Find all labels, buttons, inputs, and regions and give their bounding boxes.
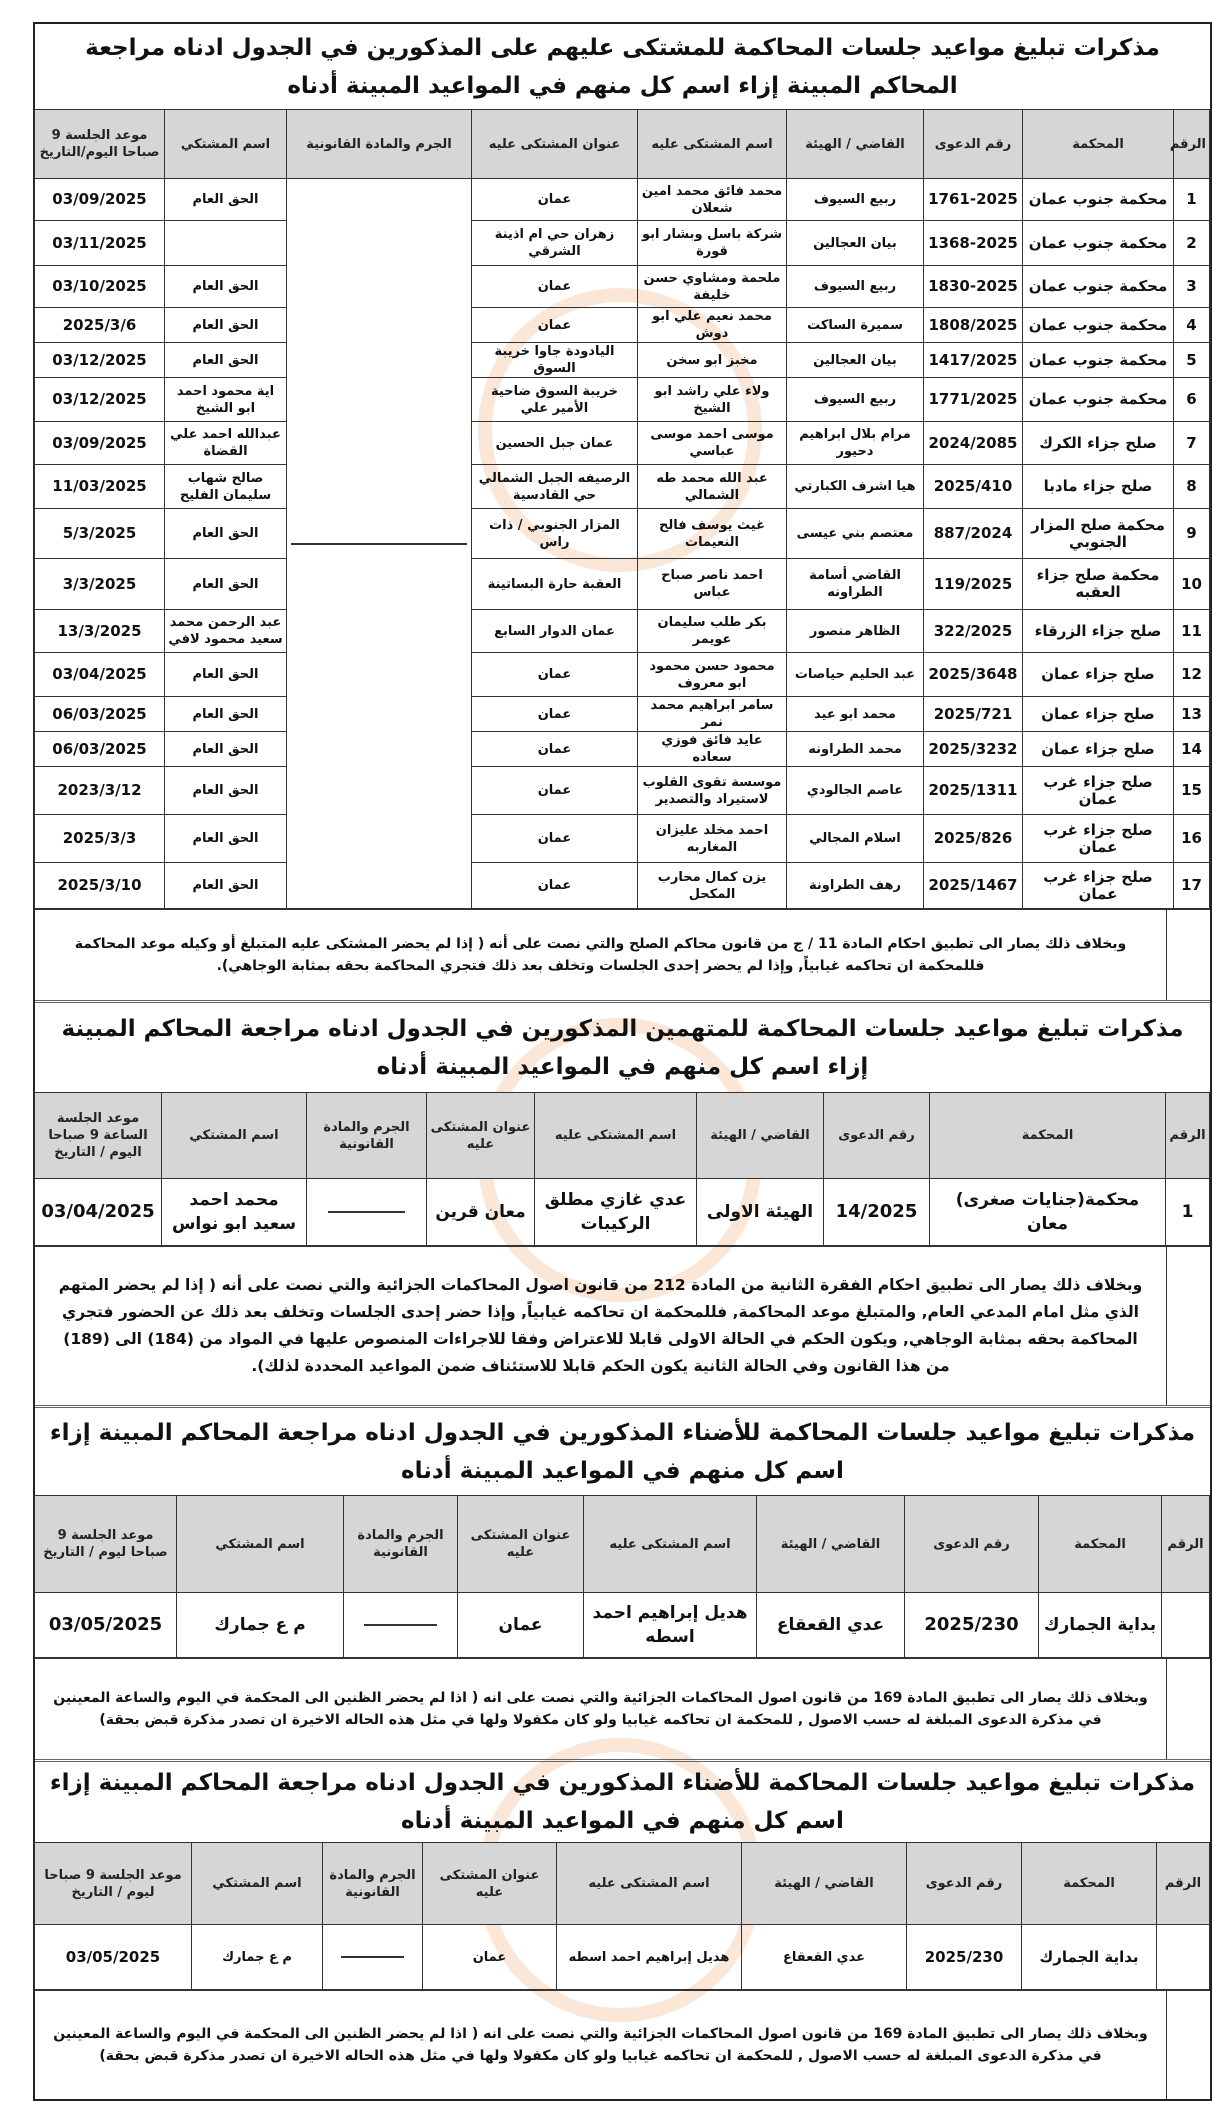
paragraph-text: وبخلاف ذلك يصار الى تطبيق المادة 169 من قانون اصول المحاكمات الجزائية والتي نصت على انه ( اذا لم يحضر الظنين الى المحكمة في اليوم والساعة المعينين في مذكرة الدعوى المبلغة له حسب الاصول , للمحكمة ان تحاكمه غيابيا ولو كان مكفولا ولها في مثل هذه الحاله الاخيرة ان تصدر مذكرة قبض بحقة) [53,2026,1148,2064]
paragraph-text: وبخلاف ذلك يصار الى تطبيق المادة 169 من قانون اصول المحاكمات الجزائية والتي نصت على انه ( اذا لم يحضر الظنين الى المحكمة في اليوم والساعة المعينين في مذكرة الدعوى المبلغة له حسب الاصول , للمحكمة ان تحاكمه غيابيا ولو كان مكفولا ولها في مثل هذه الحاله الاخيرة ان تصدر مذكرة قبض بحقة) [53,1690,1148,1728]
cell-judge: بيان العجالين [787,343,924,378]
notice-title: مذكرات تبليغ مواعيد جلسات المحاكمة للأضناء المذكورين في الجدول ادناه مراجعة المحاكم المبينة إزاء اسم كل منهم في المواعيد المبينة أدناه [35,1759,1210,1842]
cell-case-number: 2025/230 [907,1925,1022,1990]
cell-defendant-name: غيث يوسف فالح النعيمات [638,509,787,559]
cell-session-date: 06/03/2025 [35,697,165,732]
cell-court: صلح جزاء عمان [1023,697,1174,732]
table-row [35,422,1210,465]
cell-defendant-address: عمان الدوار السابع [472,610,638,653]
cell-defendant-address: عمان [472,815,638,863]
cell-judge: معتصم بني عيسى [787,509,924,559]
table-row [35,767,1210,815]
cell-judge: الظاهر منصور [787,610,924,653]
header-judge: القاضي / الهيئة [697,1093,824,1179]
cell-defendant-address: عمان [472,697,638,732]
header-judge: القاضي / الهيئة [757,1496,905,1593]
cell-defendant-name: ملحمة ومشاوي حسن خليفة [638,266,787,308]
cell-case-number: 2025/3232 [924,732,1023,767]
cell-defendant-address: عمان [472,266,638,308]
header-charge: الجرم والمادة القانونية [287,110,472,179]
cell-session-date: 03/10/2025 [35,266,165,308]
cell-session-date: 11/03/2025 [35,465,165,509]
cell-session-date: 03/12/2025 [35,343,165,378]
header-session-date: موعد الجلسة الساعة 9 صباحا اليوم / التاريخ [35,1093,162,1179]
header-row-number: الرقم [1174,110,1210,179]
cell-judge: مرام بلال ابراهيم دحيور [787,422,924,465]
cell-plaintiff-name: عبدالله احمد علي القضاة [165,422,287,465]
table-row [35,465,1210,509]
notice-section-3 [35,1405,1210,1759]
cell-case-number: 1808/2025 [924,308,1023,343]
cell-defendant-address: عمان [472,863,638,909]
cell-session-date: 03/05/2025 [35,1593,177,1658]
cell-judge: محمد الطراونه [787,732,924,767]
cell-session-date: 13/3/2025 [35,610,165,653]
cell-row-number: 3 [1174,266,1210,308]
table-row [35,610,1210,653]
cell-court: صلح جزاء مادبا [1023,465,1174,509]
cell-court: صلح جزاء عمان [1023,653,1174,697]
cell-plaintiff-name: الحق العام [165,732,287,767]
charge-box [328,1211,406,1213]
cell-row-number: 7 [1174,422,1210,465]
cell-plaintiff-name: الحق العام [165,308,287,343]
cell-court: محكمة جنوب عمان [1023,343,1174,378]
cell-court: محكمة صلح المزار الجنوبي [1023,509,1174,559]
cell-defendant-address: عمان [423,1925,557,1990]
table-row [35,559,1210,610]
notice-section-1 [35,24,1210,1000]
cell-court: محكمة جنوب عمان [1023,221,1174,266]
cell-session-date: 2023/3/12 [35,767,165,815]
cell-court: صلح جزاء عمان [1023,732,1174,767]
header-plaintiff-name: اسم المشتكي [165,110,287,179]
cell-plaintiff-name: م ع جمارك [192,1925,323,1990]
table-row [35,815,1210,863]
notice-title: مذكرات تبليغ مواعيد جلسات المحاكمة للمشتكى عليهم على المذكورين في الجدول ادناه مراجعة المحاكم المبينة إزاء اسم كل منهم في المواعيد المبينة أدناه [85,34,1160,99]
notice-table [34,1842,1210,1990]
cell-case-number: 1830-2025 [924,266,1023,308]
header-plaintiff-name: اسم المشتكي [177,1496,344,1593]
table-row [35,343,1210,378]
table-row [35,179,1210,221]
cell-defendant-address: عمان [472,308,638,343]
cell-row-number: 4 [1174,308,1210,343]
cell-judge: ربيع السيوف [787,266,924,308]
cell-row-number: 10 [1174,559,1210,610]
cell-session-date: 2025/3/3 [35,815,165,863]
cell-case-number: 14/2025 [824,1179,930,1246]
right-margin-strip [1166,1659,1210,1759]
cell-plaintiff-name: الحق العام [165,767,287,815]
cell-defendant-address: عمان [472,179,638,221]
header-case-number: رقم الدعوى [907,1843,1022,1925]
cell-case-number: 2025/230 [905,1593,1039,1658]
header-defendant-name: اسم المشتكى عليه [535,1093,697,1179]
cell-defendant-name: هديل إبراهيم احمد اسطه [557,1925,742,1990]
cell-defendant-name: هديل إبراهيم احمد اسطه [584,1593,757,1658]
cell-plaintiff-name: م ع جمارك [177,1593,344,1658]
right-margin-strip [1166,1247,1210,1405]
cell-row-number: 17 [1174,863,1210,909]
header-defendant-address: عنوان المشتكى عليه [423,1843,557,1925]
cell-case-number: 322/2025 [924,610,1023,653]
cell-row-number: 2 [1174,221,1210,266]
cell-defendant-address: خريبة السوق ضاحية الأمير علي [472,378,638,422]
legal-paragraph [35,1990,1210,2099]
table-row [35,1179,1210,1246]
header-charge: الجرم والمادة القانونية [307,1093,427,1179]
cell-row-number: 11 [1174,610,1210,653]
cell-defendant-name: احمد ناصر صباح عباس [638,559,787,610]
cell-case-number: 2024/2085 [924,422,1023,465]
legal-paragraph [35,1658,1210,1759]
cell-session-date: 03/05/2025 [35,1925,192,1990]
table-header-row [35,1843,1210,1925]
cell-case-number: 1417/2025 [924,343,1023,378]
table-row [35,863,1210,909]
header-plaintiff-name: اسم المشتكي [162,1093,307,1179]
cell-row-number: 9 [1174,509,1210,559]
table-header-row [35,1496,1210,1593]
cell-case-number: 119/2025 [924,559,1023,610]
table-row [35,266,1210,308]
cell-court: صلح جزاء الكرك [1023,422,1174,465]
header-row-number: الرقم [1157,1843,1210,1925]
paragraph-text: وبخلاف ذلك يصار الى تطبيق احكام الفقرة الثانية من المادة 212 من قانون اصول المحاكمات الجزائية والتي نصت على أنه ( إذا لم يحضر المتهم الذي مثل امام المدعي العام, والمتبلغ موعد المحاكمة, فللمحكمة ان تحاكمه غيابياً, وإذا حضر إحدى الجلسات وتخلف بعد ذلك عن الحضور فتجري المحاكمة بحقه بمثابة الوجاهي, ويكون الحكم في الحالة الاولى قابلا للاعتراض وفقا للاجراءات المنصوص عليها في المواد من (184) الى (189) من هذا القانون وفي الحالة الثانية يكون الحكم قابلا للاستئناف ضمن المواعيد المحددة لذلك). [58,1276,1143,1375]
cell-judge: عبد الحليم حياصات [787,653,924,697]
cell-defendant-name: سامر ابراهيم محمد نمر [638,697,787,732]
cell-session-date: 03/12/2025 [35,378,165,422]
cell-case-number: 2025/826 [924,815,1023,863]
table-row [35,1593,1210,1658]
cell-judge: سميرة الساكت [787,308,924,343]
header-judge: القاضي / الهيئة [787,110,924,179]
cell-plaintiff-name: الحق العام [165,697,287,732]
cell-defendant-address: عمان [472,653,638,697]
cell-session-date: 03/04/2025 [35,653,165,697]
cell-row-number: 14 [1174,732,1210,767]
cell-plaintiff-name: الحق العام [165,179,287,221]
cell-defendant-address: عمان جبل الحسين [472,422,638,465]
cell-session-date: 5/3/2025 [35,509,165,559]
header-defendant-name: اسم المشتكى عليه [557,1843,742,1925]
charge-box [291,543,467,545]
cell-plaintiff-name: صالح شهاب سليمان الفليح [165,465,287,509]
cell-judge: ربيع السيوف [787,378,924,422]
cell-court: محكمة جنوب عمان [1023,378,1174,422]
cell-defendant-address: معان قرين [427,1179,535,1246]
charge-box [341,1956,405,1958]
legal-notices-document [33,22,1212,2101]
cell-session-date: 2025/3/10 [35,863,165,909]
cell-row-number: 8 [1174,465,1210,509]
notice-title: مذكرات تبليغ مواعيد جلسات المحاكمة للأضناء المذكورين في الجدول ادناه مراجعة المحاكم المبينة إزاء اسم كل منهم في المواعيد المبينة أدناه [35,1405,1210,1495]
table-row [35,653,1210,697]
cell-court: صلح جزاء غرب عمان [1023,863,1174,909]
cell-judge: محمد ابو عيد [787,697,924,732]
cell-defendant-name: محمود حسن محمود ابو معروف [638,653,787,697]
cell-session-date: 03/09/2025 [35,179,165,221]
header-row-number: الرقم [1166,1093,1210,1179]
cell-case-number: 2025/721 [924,697,1023,732]
cell-court: محكمة جنوب عمان [1023,266,1174,308]
cell-defendant-address: المزار الجنوبي / ذات راس [472,509,638,559]
notice-table [34,109,1210,909]
right-margin-strip [1166,1991,1210,2099]
cell-court: بداية الجمارك [1039,1593,1162,1658]
cell-row-number: 12 [1174,653,1210,697]
cell-case-number: 887/2024 [924,509,1023,559]
header-session-date: موعد الجلسة 9 صباحا اليوم/التاريخ [35,110,165,179]
header-defendant-address: عنوان المشتكى عليه [472,110,638,179]
cell-judge: هيا اشرف الكبارتي [787,465,924,509]
cell-session-date: 03/09/2025 [35,422,165,465]
cell-judge: رهف الطراونة [787,863,924,909]
charge-cell [344,1593,458,1658]
cell-judge: عاصم الجالودي [787,767,924,815]
cell-session-date: 03/11/2025 [35,221,165,266]
cell-judge: اسلام المجالي [787,815,924,863]
cell-row-number [1162,1593,1210,1658]
cell-court: محكمة جنوب عمان [1023,179,1174,221]
cell-court: بداية الجمارك [1022,1925,1157,1990]
cell-judge: الهيئة الاولى [697,1179,824,1246]
notice-title: مذكرات تبليغ مواعيد جلسات المحاكمة للمتهمين المذكورين في الجدول ادناه مراجعة المحاكم المبينة إزاء اسم كل منهم في المواعيد المبينة أدناه [35,1000,1210,1092]
cell-court: صلح جزاء الزرقاء [1023,610,1174,653]
notice-section-4 [35,1759,1210,2099]
charge-cell-merged [287,179,472,909]
cell-row-number [1157,1925,1210,1990]
cell-defendant-address: عمان [458,1593,584,1658]
cell-row-number: 6 [1174,378,1210,422]
cell-plaintiff-name: الحق العام [165,815,287,863]
cell-plaintiff-name: اية محمود احمد ابو الشيخ [165,378,287,422]
table-header-row [35,1093,1210,1179]
header-defendant-address: عنوان المشتكى عليه [427,1093,535,1179]
cell-defendant-address: عمان [472,732,638,767]
header-judge: القاضي / الهيئة [742,1843,907,1925]
table-row [35,509,1210,559]
cell-case-number: 1761-2025 [924,179,1023,221]
cell-judge: القاضي أسامة الطراونه [787,559,924,610]
cell-judge: عدي القعقاع [757,1593,905,1658]
table-row [35,1925,1210,1990]
cell-plaintiff-name: عبد الرحمن محمد سعيد محمود لافي [165,610,287,653]
cell-row-number: 5 [1174,343,1210,378]
charge-cell [323,1925,423,1990]
header-row-number: الرقم [1162,1496,1210,1593]
header-court: المحكمة [930,1093,1166,1179]
header-defendant-name: اسم المشتكى عليه [638,110,787,179]
cell-defendant-name: ولاء علي راشد ابو الشيخ [638,378,787,422]
cell-case-number: 2025/410 [924,465,1023,509]
header-session-date: موعد الجلسة 9 صباحا ليوم / التاريخ [35,1496,177,1593]
cell-court: صلح جزاء غرب عمان [1023,767,1174,815]
header-court: المحكمة [1022,1843,1157,1925]
charge-cell [307,1179,427,1246]
cell-session-date: 03/04/2025 [35,1179,162,1246]
paragraph-text: وبخلاف ذلك يصار الى تطبيق احكام المادة 11 / ج من قانون محاكم الصلح والتي نصت على أنه ( إذا لم يحضر المشتكى عليه المتبلغ أو وكيله موعد المحاكمة فللمحكمة ان تحاكمه غيابياً, وإذا لم يحضر إحدى الجلسات وتخلف بعد ذلك فتجري المحاكمة بحقه بمثابة الوجاهي). [74,936,1127,974]
cell-session-date: 2025/3/6 [35,308,165,343]
header-court: المحكمة [1039,1496,1162,1593]
cell-court: صلح جزاء غرب عمان [1023,815,1174,863]
cell-defendant-name: موسسة تقوى القلوب لاستيراد والتصدير [638,767,787,815]
cell-defendant-name: بكر طلب سليمان عويمر [638,610,787,653]
cell-court: محكمة صلح جزاء العقبه [1023,559,1174,610]
cell-plaintiff-name: الحق العام [165,863,287,909]
cell-defendant-address: اليادودة جاوا خريبة السوق [472,343,638,378]
cell-session-date: 3/3/2025 [35,559,165,610]
cell-defendant-name: عدي غازي مطلق الركيبات [535,1179,697,1246]
cell-plaintiff-name: الحق العام [165,559,287,610]
header-defendant-name: اسم المشتكى عليه [584,1496,757,1593]
cell-judge: عدي القعقاع [742,1925,907,1990]
table-row [35,221,1210,266]
cell-defendant-name: شركة باسل وبشار ابو قورة [638,221,787,266]
cell-plaintiff-name: محمد احمد سعيد ابو نواس [162,1179,307,1246]
header-plaintiff-name: اسم المشتكي [192,1843,323,1925]
cell-case-number: 2025/3648 [924,653,1023,697]
cell-plaintiff-name: الحق العام [165,653,287,697]
cell-defendant-name: احمد مخلد عليزان المغاربه [638,815,787,863]
header-session-date: موعد الجلسة 9 صباحا ليوم / التاريخ [35,1843,192,1925]
header-case-number: رقم الدعوى [824,1093,930,1179]
charge-box [364,1624,438,1626]
cell-defendant-address: زهران حي ام اذينة الشرقي [472,221,638,266]
cell-case-number: 1771/2025 [924,378,1023,422]
table-header-row [35,110,1210,179]
cell-case-number: 2025/1467 [924,863,1023,909]
cell-defendant-address: الرصيفه الجبل الشمالي حي القادسية [472,465,638,509]
cell-defendant-name: عبد الله محمد طه الشمالي [638,465,787,509]
table-row [35,308,1210,343]
cell-defendant-name: يزن كمال محارب المكحل [638,863,787,909]
right-margin-strip [1166,910,1210,1000]
cell-defendant-address: عمان [472,767,638,815]
cell-row-number: 15 [1174,767,1210,815]
cell-judge: ربيع السيوف [787,179,924,221]
header-charge: الجرم والمادة القانونية [344,1496,458,1593]
cell-row-number: 13 [1174,697,1210,732]
cell-row-number: 16 [1174,815,1210,863]
cell-session-date: 06/03/2025 [35,732,165,767]
cell-case-number: 1368-2025 [924,221,1023,266]
cell-court: محكمة جنوب عمان [1023,308,1174,343]
cell-row-number: 1 [1174,179,1210,221]
header-defendant-address: عنوان المشتكى عليه [458,1496,584,1593]
cell-case-number: 2025/1311 [924,767,1023,815]
header-case-number: رقم الدعوى [924,110,1023,179]
legal-paragraph [35,909,1210,1000]
table-row [35,378,1210,422]
table-row [35,697,1210,732]
header-court: المحكمة [1023,110,1174,179]
cell-defendant-name: مخبز ابو سخن [638,343,787,378]
cell-plaintiff-name: الحق العام [165,266,287,308]
notice-table [34,1092,1210,1246]
header-case-number: رقم الدعوى [905,1496,1039,1593]
notice-table [34,1495,1210,1658]
table-row [35,732,1210,767]
cell-defendant-name: موسى احمد موسى عباسي [638,422,787,465]
cell-plaintiff-name: الحق العام [165,343,287,378]
cell-plaintiff-name [165,221,287,266]
cell-judge: بيان العجالين [787,221,924,266]
cell-defendant-name: محمد نعيم علي ابو دوش [638,308,787,343]
cell-court: محكمة(جنايات صغرى) معان [930,1179,1166,1246]
notice-section-2 [35,1000,1210,1405]
cell-row-number: 1 [1166,1179,1210,1246]
cell-defendant-address: العقبة حارة البساتينة [472,559,638,610]
header-charge: الجرم والمادة القانونية [323,1843,423,1925]
legal-paragraph [35,1246,1210,1405]
cell-defendant-name: عايد فائق فوزي سعاده [638,732,787,767]
cell-plaintiff-name: الحق العام [165,509,287,559]
cell-defendant-name: محمد فائق محمد امين شعلان [638,179,787,221]
